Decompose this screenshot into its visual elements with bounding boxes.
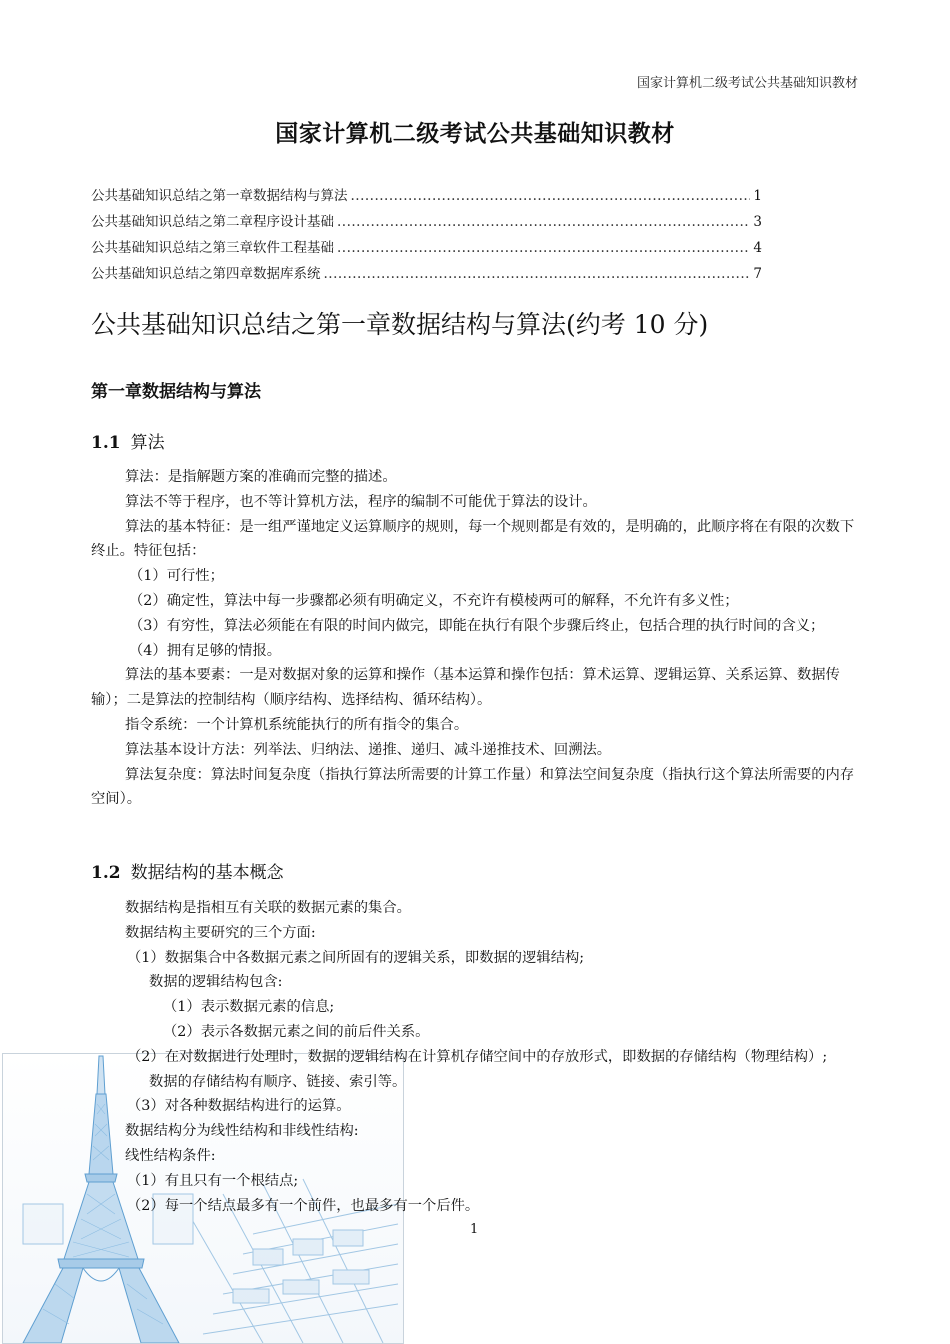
paragraph: 数据的逻辑结构包含:	[149, 974, 283, 991]
list-item: （2）确定性，算法中每一步骤都必须有明确定义，不充许有模棱两可的解释，不允许有多义性；	[129, 592, 739, 609]
paragraph: 线性结构条件:	[125, 1147, 216, 1164]
algorithm-section-body	[91, 465, 861, 812]
paragraph: 算法的基本要素：一是对数据对象的运算和操作（基本运算和操作包括：算术运算、逻辑运算、关系运算、数据传输）；二是算法的控制结构（顺序结构、选择结构、循环结构）。	[91, 667, 840, 709]
section-heading: 第一章数据结构与算法	[91, 382, 261, 402]
toc-leader-dots	[351, 188, 751, 204]
subsection-title: 算法	[130, 433, 165, 453]
toc-entry[interactable]	[91, 236, 762, 262]
toc-entry-page: 1	[753, 188, 762, 204]
paragraph: 数据结构是指相互有关联的数据元素的集合。	[125, 900, 411, 916]
list-item: （3）有穷性，算法必须能在有限的时间内做完，即能在执行有限个步骤后终止，包括合理的执行时间的含义；	[129, 617, 825, 634]
list-item: （1）有且只有一个根结点;	[127, 1172, 299, 1189]
subsection-heading-algorithm	[91, 428, 165, 453]
running-header: 国家计算机二级考试公共基础知识教材	[636, 76, 858, 91]
chapter-heading: 公共基础知识总结之第一章数据结构与算法(约考 10 分)	[91, 310, 709, 339]
toc-entry-page: 4	[753, 240, 762, 256]
paragraph: 指令系统：一个计算机系统能执行的所有指令的集合。	[125, 716, 469, 733]
toc-entry-page: 3	[753, 214, 762, 230]
list-item: （1）表示数据元素的信息;	[163, 999, 335, 1016]
subsection-title: 数据结构的基本概念	[130, 863, 284, 883]
subsection-number: 1.1	[91, 433, 121, 453]
list-item: （2）表示各数据元素之间的前后件关系。	[163, 1023, 430, 1040]
subsection-number: 1.2	[91, 863, 121, 883]
list-item: （4）拥有足够的情报。	[129, 642, 282, 659]
paragraph: 算法复杂度：算法时间复杂度（指执行算法所需要的计算工作量）和算法空间复杂度（指执行这个算法所需要的内存空间）。	[91, 766, 855, 808]
list-item: （2）在对数据进行处理时，数据的逻辑结构在计算机存储空间中的存放形式，即数据的存储结构（物理结构）;	[127, 1048, 828, 1065]
data-structure-section-body	[91, 896, 861, 1218]
paragraph: 算法的基本特征：是一组严谨地定义运算顺序的规则，每一个规则都是有效的，是明确的，此顺序将在有限的次数下终止。特征包括：	[91, 518, 855, 560]
toc-entry-label: 公共基础知识总结之第一章数据结构与算法	[91, 188, 348, 204]
toc-entry[interactable]	[91, 184, 762, 210]
toc-entry-label: 公共基础知识总结之第三章软件工程基础	[91, 240, 334, 256]
toc-entry-label: 公共基础知识总结之第二章程序设计基础	[91, 214, 334, 230]
page-number: 1	[470, 1222, 479, 1237]
subsection-heading-data-structure	[91, 858, 284, 883]
document-title: 国家计算机二级考试公共基础知识教材	[275, 121, 675, 147]
toc-leader-dots	[324, 266, 751, 282]
list-item: （3）对各种数据结构进行的运算。	[127, 1098, 351, 1115]
paragraph: 数据结构主要研究的三个方面:	[125, 924, 316, 941]
list-item: （2）每一个结点最多有一个前件，也最多有一个后件。	[127, 1197, 480, 1214]
paragraph: 算法基本设计方法：列举法、归纳法、递推、递归、减斗递推技术、回溯法。	[125, 741, 612, 758]
toc-entry-page: 7	[753, 266, 762, 282]
table-of-contents	[91, 184, 762, 288]
paragraph: 数据的存储结构有顺序、链接、索引等。	[149, 1073, 407, 1090]
toc-leader-dots	[337, 240, 750, 256]
paragraph: 算法不等于程序，也不等计算机方法，程序的编制不可能优于算法的设计。	[125, 493, 597, 510]
toc-entry[interactable]	[91, 262, 762, 288]
paragraph: 算法：是指解题方案的准确而完整的描述。	[125, 469, 397, 485]
toc-leader-dots	[337, 214, 750, 230]
paragraph: 数据结构分为线性结构和非线性结构:	[125, 1123, 359, 1140]
list-item: （1）数据集合中各数据元素之间所固有的逻辑关系，即数据的逻辑结构;	[127, 949, 585, 966]
toc-entry-label: 公共基础知识总结之第四章数据库系统	[91, 266, 321, 282]
list-item: （1）可行性；	[129, 568, 224, 585]
toc-entry[interactable]	[91, 210, 762, 236]
